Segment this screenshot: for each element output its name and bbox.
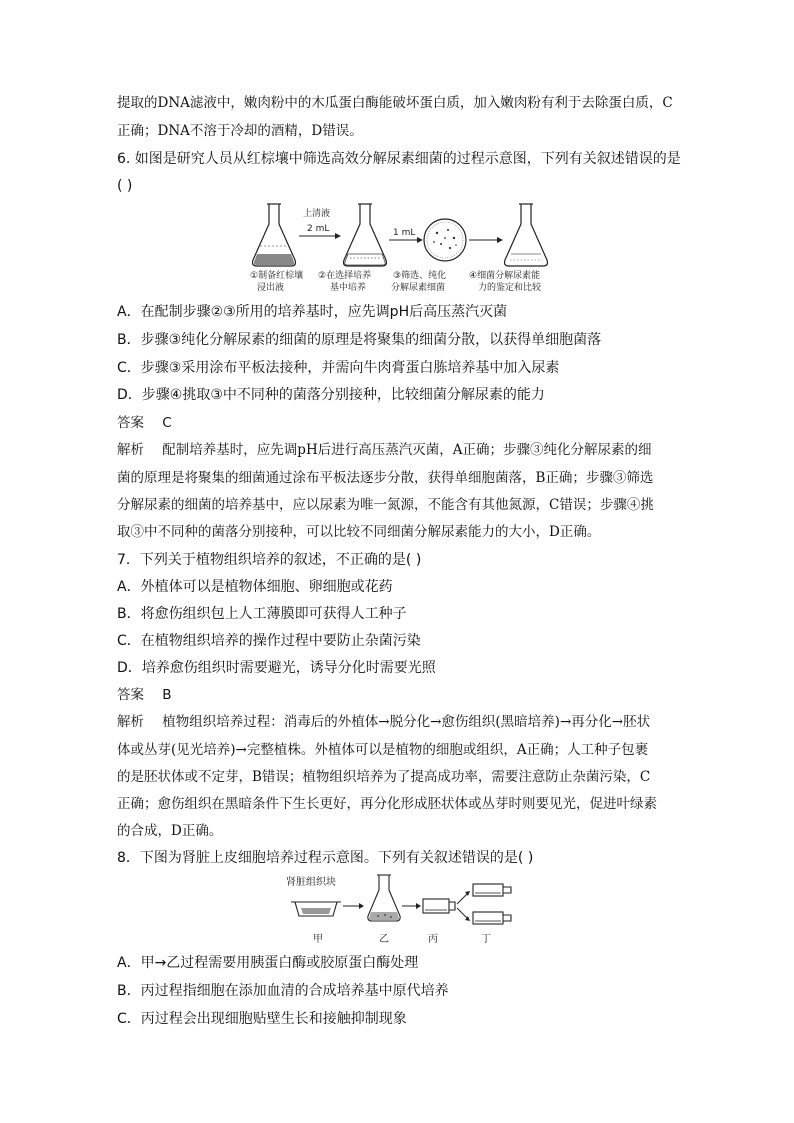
q7-analysis-text1: 植物组织培养过程：消毒后的外植体→脱分化→愈伤组织(黑暗培养)→再分化→胚状 [162, 714, 651, 730]
q7-analysis-line3: 的是胚状体或不定芽，B错误；植物组织培养为了提高成功率，需要注意防止杂菌污染，C [117, 769, 651, 785]
label-yi: 乙 [379, 934, 389, 945]
dish-jia [291, 902, 341, 916]
step2-label-line1: ②在选择培养 [318, 271, 372, 281]
q8-figure [283, 872, 523, 948]
q6-analysis-label: 解析 [117, 442, 144, 458]
arrow1-bottom-label: 2 mL [307, 224, 330, 234]
q7-option-d: D．培养愈伤组织时需要避光，诱导分化时需要光照 [117, 660, 436, 676]
step1-label-line2: 浸出液 [257, 283, 285, 293]
q6-option-a: A．在配制步骤②③所用的培养基时，应先调pH后高压蒸汽灭菌 [117, 304, 508, 320]
q6-analysis-line4: 取③中不同种的菌落分别接种，可以比较不同细菌分解尿素能力的大小，D正确。 [117, 524, 601, 540]
q6-analysis-line3: 分解尿素的细菌的培养基中，应以尿素为唯一氮源，不能含有其他氮源，C错误；步骤④挑 [117, 497, 654, 513]
flask-2 [344, 204, 387, 266]
q7-stem: 7．下列关于植物组织培养的叙述，不正确的是( ) [117, 552, 422, 568]
q7-analysis-label: 解析 [117, 714, 144, 730]
label-jia: 甲 [313, 934, 323, 945]
q8-option-c: C．丙过程会出现细胞贴壁生长和接触抑制现象 [117, 1011, 407, 1027]
arrow-3 [469, 237, 503, 243]
q6-stem-line2: ( ) [117, 178, 133, 194]
tissue-label: 肾脏组织块 [286, 877, 336, 888]
q7-analysis-line1 [117, 713, 677, 731]
arrow1-top-label: 上清液 [303, 209, 331, 219]
step3-label-line1: ③筛选、纯化 [393, 271, 447, 281]
flask-yi [368, 875, 400, 921]
q7-analysis-line2: 体或丛芽(见光培养)→完整植株。外植体可以是植物的细胞或组织，A正确；人工种子包裹 [117, 742, 649, 758]
q6-analysis-line2: 菌的原理是将聚集的细菌通过涂布平板法逐步分散，获得单细胞菌落，B正确；步骤③筛选 [117, 470, 654, 486]
label-bing: 丙 [428, 934, 438, 945]
q7-option-a: A．外植体可以是植物体细胞、卵细胞或花药 [117, 579, 393, 595]
q7-analysis-line5: 的合成，D正确。 [117, 823, 223, 839]
q8-option-a: A．甲→乙过程需要用胰蛋白酶或胶原蛋白酶处理 [117, 955, 419, 971]
q6-answer-row [117, 414, 677, 432]
q6-answer-label: 答案 [117, 415, 144, 431]
q7-analysis-line4: 正确；愈伤组织在黑暗条件下生长更好，再分化形成胚状体或丛芽时则要见光，促进叶绿素 [117, 796, 657, 812]
flask-1 [253, 204, 296, 266]
q6-answer-value: C [162, 415, 172, 431]
q6-option-c: C．步骤③采用涂布平板法接种，并需向牛肉膏蛋白胨培养基中加入尿素 [117, 360, 560, 376]
step1-label-line1: ①制备红棕壤 [250, 271, 304, 281]
q8-option-b: B．丙过程指细胞在添加血清的合成培养基中原代培养 [117, 983, 449, 999]
intro-line-2: 正确；DNA不溶于冷却的酒精，D错误。 [117, 123, 363, 139]
bottles-ding [473, 884, 511, 924]
step2-label-line2: 基中培养 [330, 283, 367, 293]
flask-4 [505, 204, 548, 266]
step3-label-line2: 分解尿素细菌 [391, 283, 446, 293]
q6-option-d: D．步骤④挑取③中不同种的菌落分别接种，比较细菌分解尿素的能力 [117, 387, 545, 403]
arrow2-label: 1 mL [393, 228, 416, 238]
q6-stem-line1: 6. 如图是研究人员从红棕壤中筛选高效分解尿素细菌的过程示意图，下列有关叙述错误的是 [117, 151, 681, 167]
arrow-1 [299, 207, 341, 239]
step4-label-line2: 力的鉴定和比较 [478, 283, 542, 293]
q8-stem: 8．下图为肾脏上皮细胞培养过程示意图。下列有关叙述错误的是( ) [117, 850, 534, 866]
step4-label-line1: ④细菌分解尿素能 [469, 271, 541, 281]
q6-analysis-text1: 配制培养基时，应先调pH后进行高压蒸汽灭菌，A正确；步骤③纯化分解尿素的细 [162, 442, 652, 458]
q7-option-c: C．在植物组织培养的操作过程中要防止杂菌污染 [117, 633, 421, 649]
q6-analysis-line1 [117, 441, 677, 459]
q7-answer-row [117, 686, 677, 704]
petri-dish [424, 219, 466, 261]
bottle-bing [423, 899, 455, 913]
q6-figure [245, 198, 555, 296]
q7-answer-label: 答案 [117, 687, 144, 703]
intro-line-1: 提取的DNA滤液中，嫩肉粉中的木瓜蛋白酶能破坏蛋白质，加入嫩肉粉有利于去除蛋白质，C [117, 95, 673, 111]
arrow-2 [389, 228, 423, 243]
q6-option-b: B．步骤③纯化分解尿素的细菌的原理是将聚集的细菌分散，以获得单细胞菌落 [117, 332, 602, 348]
q7-option-b: B．将愈伤组织包上人工薄膜即可获得人工种子 [117, 606, 407, 622]
q7-answer-value: B [162, 687, 172, 703]
label-ding: 丁 [481, 934, 491, 945]
